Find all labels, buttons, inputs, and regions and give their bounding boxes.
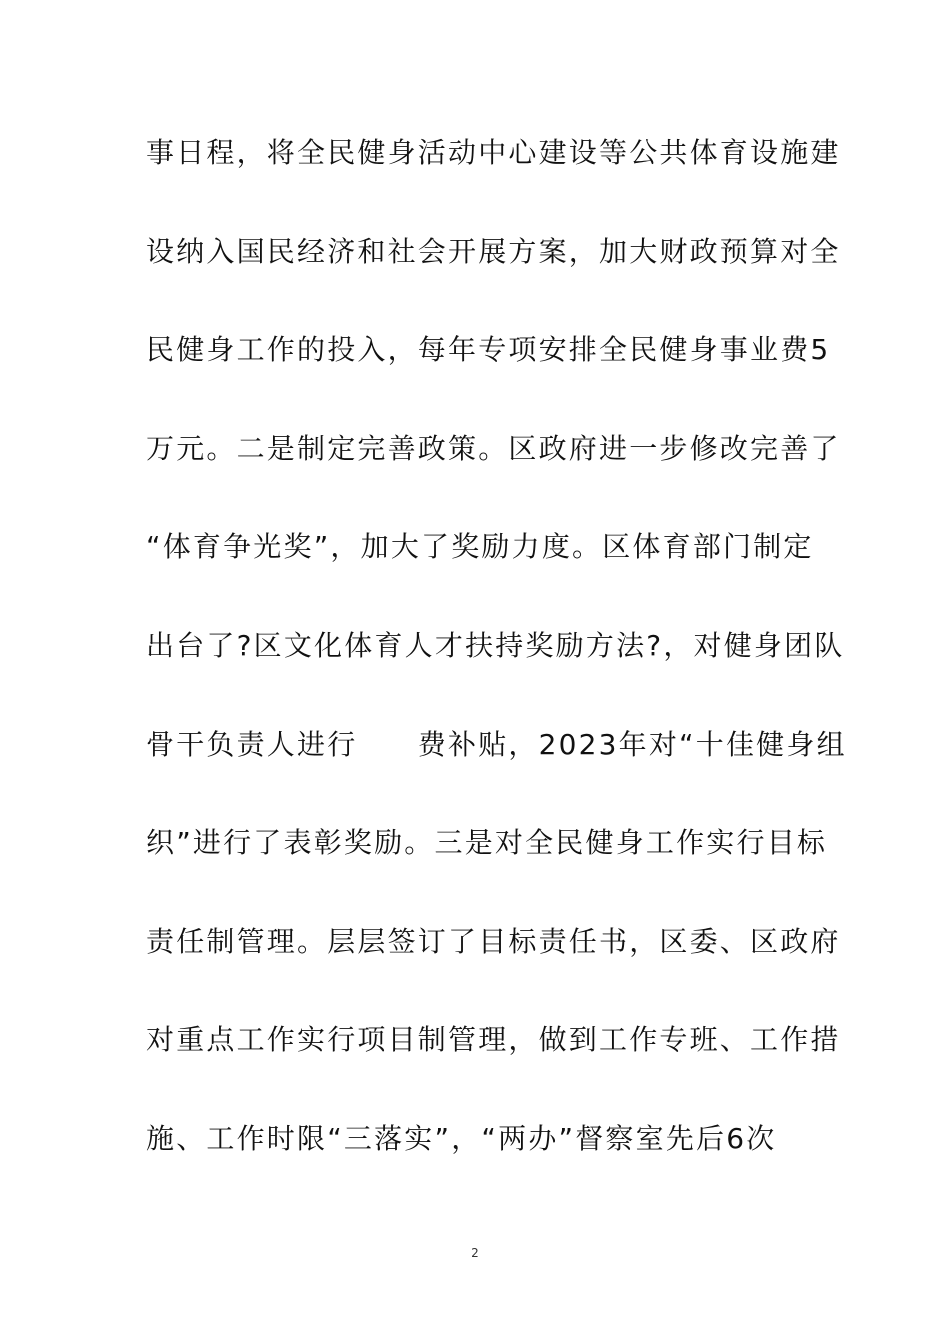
text-line: 万元。二是制定完善政策。区政府进一步修改完善了: [146, 431, 841, 465]
text-line: 施、工作时限“三落实”，“两办”督察室先后6次: [146, 1121, 777, 1155]
text-line: 责任制管理。层层签订了目标责任书，区委、区政府: [146, 924, 841, 958]
text-line: 织”进行了表彰奖励。三是对全民健身工作实行目标: [146, 826, 828, 860]
text-line: “体育争光奖”，加大了奖励力度。区体育部门制定: [146, 530, 814, 564]
text-line: 设纳入国民经济和社会开展方案，加大财政预算对全: [146, 234, 841, 268]
text-line: 民健身工作的投入，每年专项安排全民健身事业费5: [146, 333, 831, 367]
page-number: 2: [471, 1246, 479, 1260]
text-line: 出台了?区文化体育人才扶持奖励方法?，对健身团队: [146, 628, 845, 662]
text-line: 骨干负责人进行 费补贴，2023年对“十佳健身组: [146, 727, 847, 761]
text-line: 对重点工作实行项目制管理，做到工作专班、工作措: [146, 1023, 841, 1057]
body-text: [146, 128, 847, 1213]
text-line: 事日程，将全民健身活动中心建设等公共体育设施建: [146, 136, 841, 169]
